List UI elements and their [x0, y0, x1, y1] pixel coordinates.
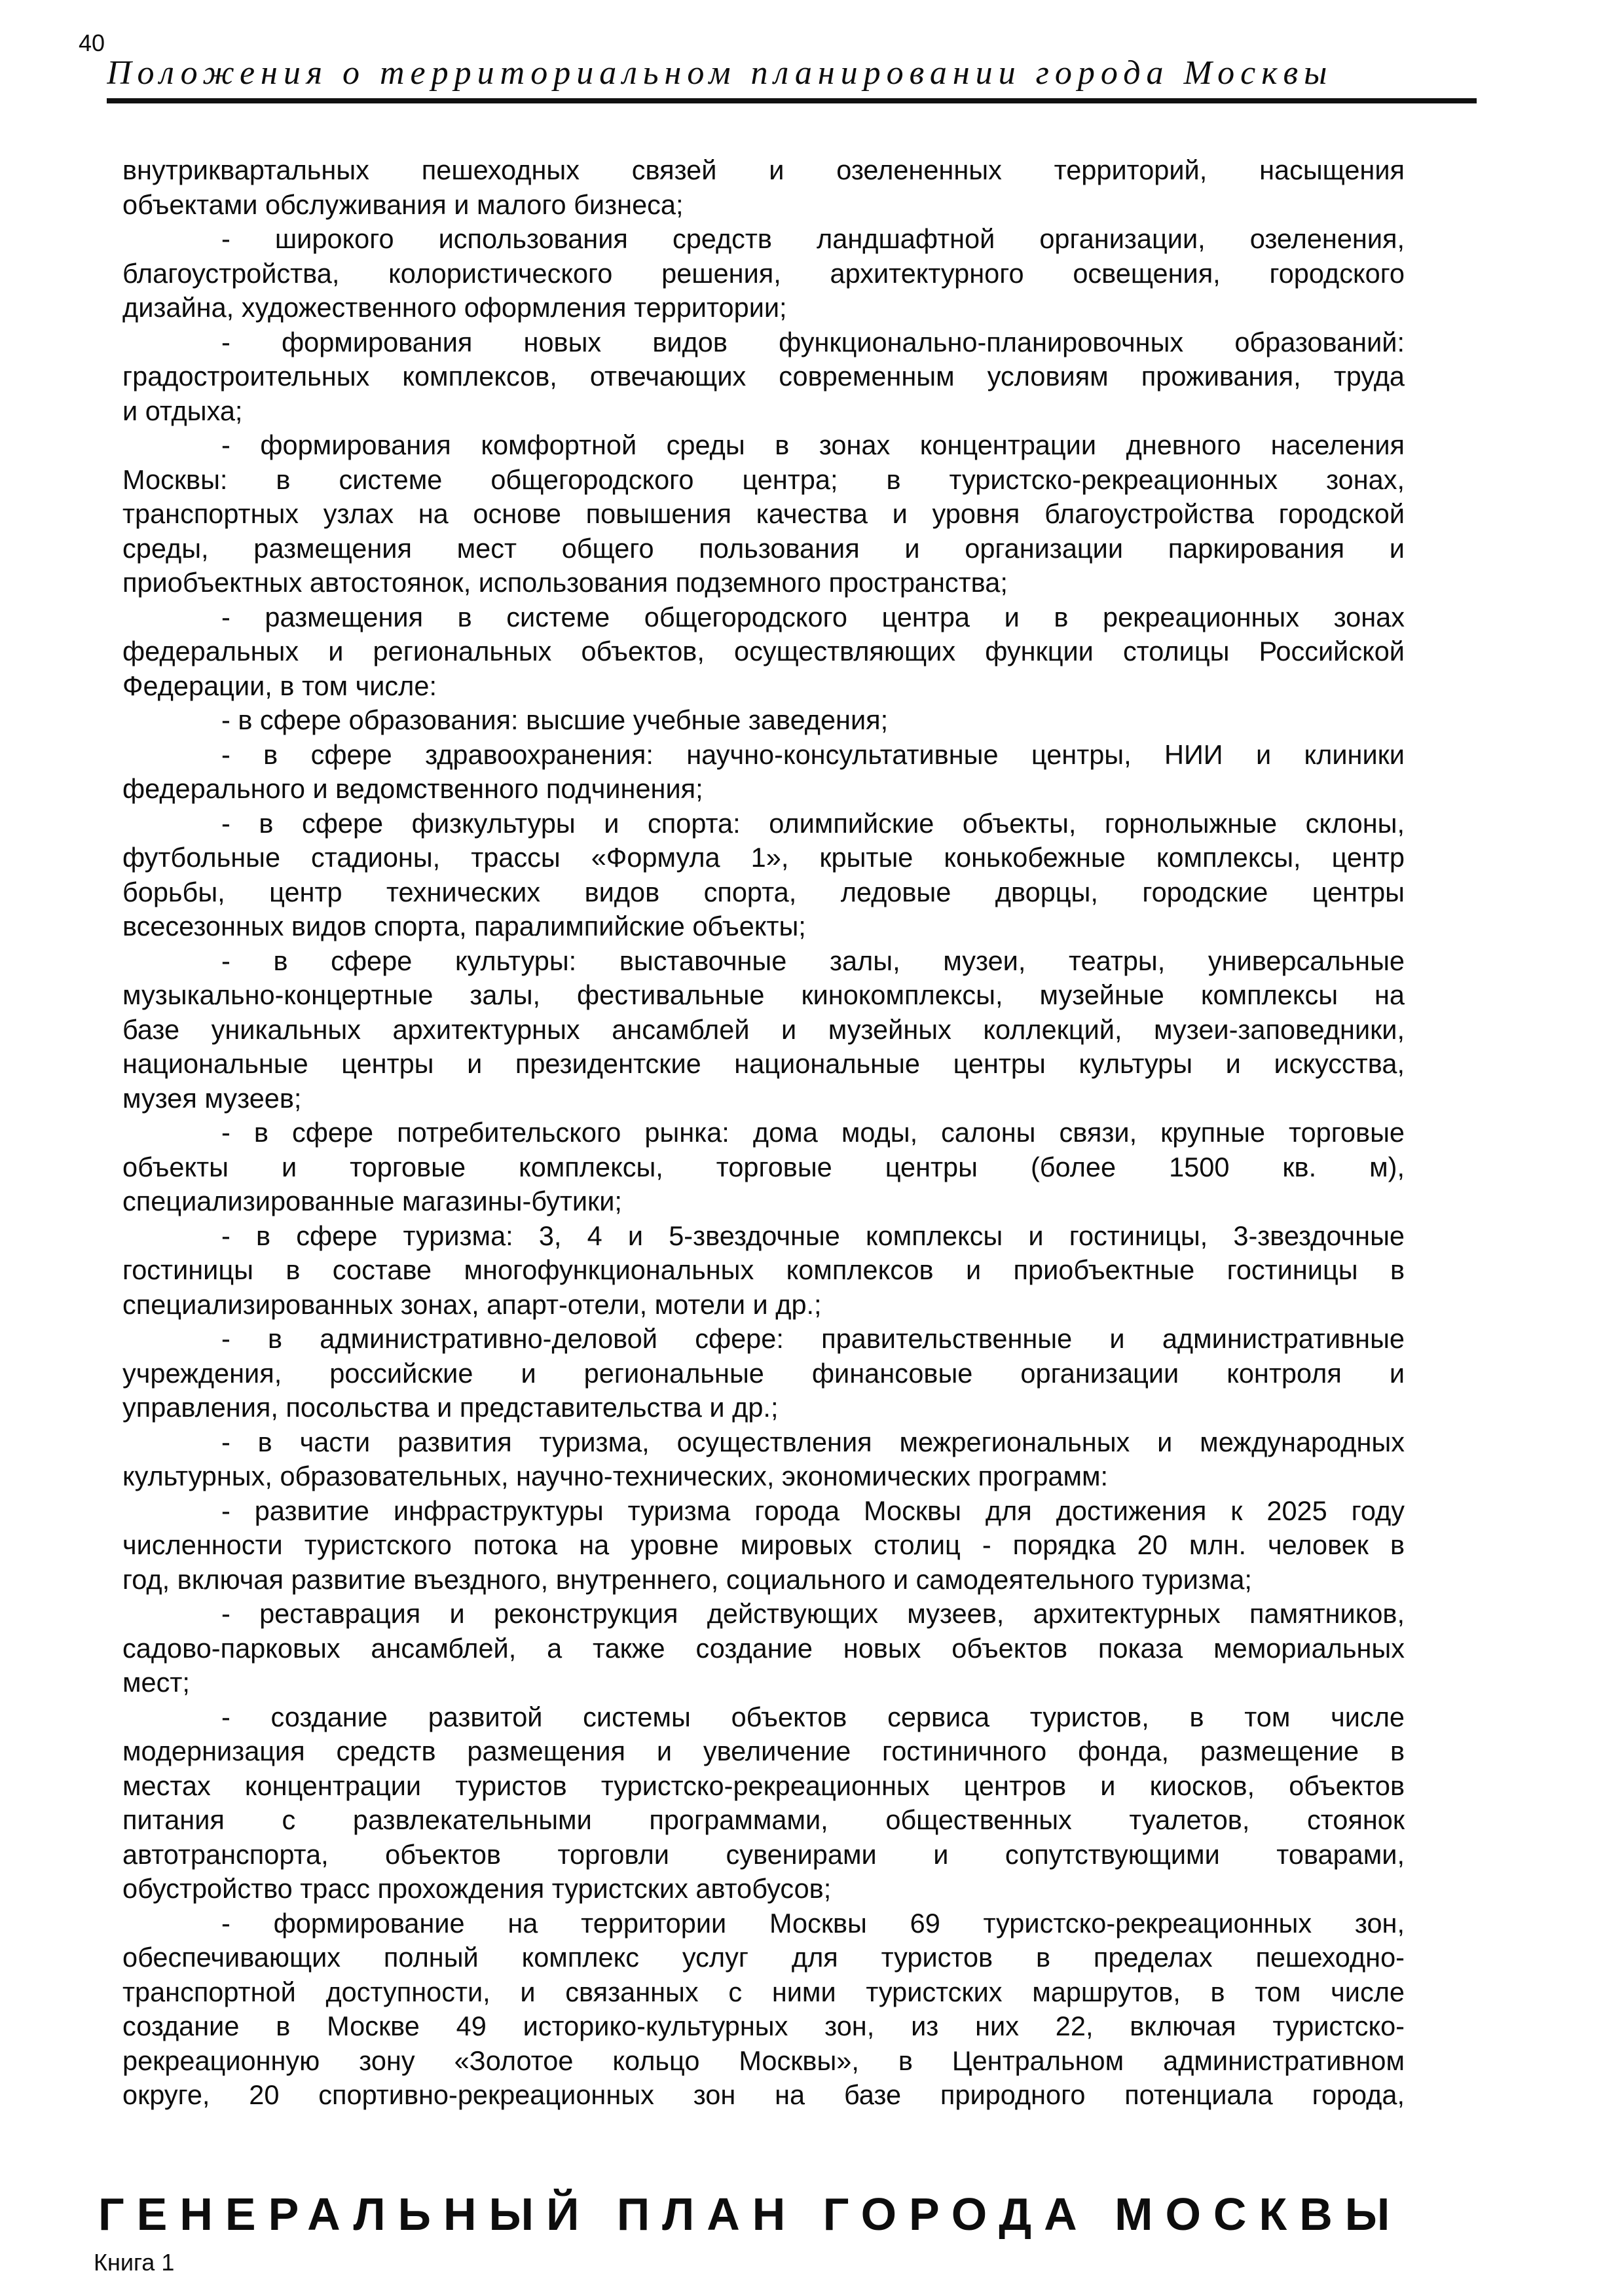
text-line: автотранспорта, объектов торговли сувенирами и сопутствующими товарами,: [122, 1838, 1405, 1870]
text-line: садово-парковых ансамблей, а также создание новых объектов показа мемориальных: [122, 1632, 1405, 1664]
text-line: приобъектных автостоянок, использования подземного пространства;: [122, 567, 1008, 598]
text-line: - в сфере потребительского рынка: дома моды, салоны связи, крупные торговые: [221, 1117, 1405, 1148]
header-rule: [107, 98, 1477, 103]
text-line: базе уникальных архитектурных ансамблей и музейных коллекций, музеи-заповедники,: [122, 1013, 1405, 1045]
text-line: внутриквартальных пешеходных связей и озелененных территорий, насыщения: [122, 155, 1405, 185]
text-line: федерального и ведомственного подчинения;: [122, 773, 703, 804]
text-line: - развитие инфраструктуры туризма города Москвы для достижения к 2025 году: [221, 1495, 1405, 1526]
text-line: модернизация средств размещения и увеличение гостиничного фонда, размещение в: [122, 1736, 1405, 1766]
book-label: Книга 1: [94, 2249, 175, 2276]
text-line: обеспечивающих полный комплекс услуг для туристов в пределах пешеходно-: [122, 1942, 1405, 1973]
running-header: Положения о территориальном планировании города Москвы: [107, 54, 1333, 92]
text-line: футбольные стадионы, трассы «Формула 1», крытые конькобежные комплексы, центр: [122, 842, 1405, 873]
text-line: - в сфере культуры: выставочные залы, музеи, театры, универсальные: [221, 945, 1405, 976]
text-line: федеральных и региональных объектов, осуществляющих функции столицы Российской: [122, 636, 1405, 666]
text-line: культурных, образовательных, научно-технических, экономических программ:: [122, 1461, 1109, 1491]
text-line: Москвы: в системе общегородского центра; в туристско-рекреационных зонах,: [122, 464, 1405, 495]
text-line: дизайна, художественного оформления территории;: [122, 292, 787, 323]
text-line: - формирование на территории Москвы 69 туристско-рекреационных зон,: [221, 1907, 1405, 1939]
text-line: - широкого использования средств ландшафтной организации, озеленения,: [221, 223, 1405, 254]
text-line: округе, 20 спортивно-рекреационных зон на базе природного потенциала города,: [122, 2079, 1405, 2110]
text-line: учреждения, российские и региональные финансовые организации контроля и: [122, 1357, 1405, 1389]
text-line: специализированных зонах, апарт-отели, мотели и др.;: [122, 1288, 822, 1320]
text-line: Федерации, в том числе:: [122, 670, 437, 701]
text-line: создание в Москве 49 историко-культурных зон, из них 22, включая туристско-: [122, 2011, 1405, 2041]
text-line: среды, размещения мест общего пользования и организации паркирования и: [122, 532, 1405, 564]
text-line: питания с развлекательными программами, общественных туалетов, стоянок: [122, 1804, 1405, 1835]
text-line: транспортной доступности, и связанных с ними туристских маршрутов, в том числе: [122, 1976, 1405, 2007]
text-line: и отдыха;: [122, 395, 243, 426]
text-line: - в сфере физкультуры и спорта: олимпийские объекты, горнолыжные склоны,: [221, 807, 1405, 839]
text-line: - формирования новых видов функционально-планировочных образований:: [221, 326, 1405, 357]
text-line: - в сфере здравоохранения: научно-консультативные центры, НИИ и клиники: [221, 738, 1405, 770]
text-line: гостиницы в составе многофункциональных комплексов и приобъектные гостиницы в: [122, 1254, 1405, 1285]
text-line: объектами обслуживания и малого бизнеса;: [122, 189, 684, 220]
text-line: - в административно-деловой сфере: правительственные и административные: [221, 1323, 1405, 1354]
text-line: местах концентрации туристов туристско-рекреационных центров и киосков, объектов: [122, 1770, 1405, 1801]
text-line: - в сфере туризма: 3, 4 и 5-звездочные комплексы и гостиницы, 3-звездочные: [221, 1220, 1405, 1251]
text-line: - размещения в системе общегородского центра и в рекреационных зонах: [221, 601, 1405, 632]
text-line: - в сфере образования: высшие учебные заведения;: [221, 704, 889, 735]
text-line: - в части развития туризма, осуществления межрегиональных и международных: [221, 1426, 1405, 1457]
text-line: численности туристского потока на уровне мировых столиц - порядка 20 млн. человек в: [122, 1529, 1405, 1560]
text-line: всесезонных видов спорта, паралимпийские объекты;: [122, 911, 806, 941]
text-line: - формирования комфортной среды в зонах концентрации дневного населения: [221, 429, 1405, 460]
text-line: рекреационную зону «Золотое кольцо Москвы», в Центральном административном: [122, 2045, 1405, 2076]
text-line: борьбы, центр технических видов спорта, ледовые дворцы, городские центры: [122, 876, 1405, 907]
text-line: национальные центры и президентские национальные центры культуры и искусства,: [122, 1048, 1405, 1079]
footer-title: ГЕНЕРАЛЬНЫЙ ПЛАН ГОРОДА МОСКВЫ: [98, 2189, 1403, 2240]
page-number: 40: [79, 29, 105, 56]
text-line: обустройство трасс прохождения туристских автобусов;: [122, 1873, 832, 1904]
text-line: градостроительных комплексов, отвечающих современным условиям проживания, труда: [122, 361, 1405, 392]
text-line: год, включая развитие въездного, внутреннего, социального и самодеятельного туризма;: [122, 1563, 1252, 1595]
text-line: музыкально-концертные залы, фестивальные кинокомплексы, музейные комплексы на: [122, 979, 1405, 1010]
text-line: - создание развитой системы объектов сервиса туристов, в том числе: [221, 1701, 1405, 1732]
text-line: музея музеев;: [122, 1082, 302, 1114]
text-line: - реставрация и реконструкция действующих музеев, архитектурных памятников,: [221, 1598, 1405, 1629]
text-line: благоустройства, колористического решения, архитектурного освещения, городского: [122, 257, 1405, 289]
body-text: [122, 153, 1405, 2113]
text-line: транспортных узлах на основе повышения качества и уровня благоустройства городской: [122, 498, 1405, 529]
text-line: управления, посольства и представительства и др.;: [122, 1392, 779, 1423]
text-line: мест;: [122, 1667, 190, 1698]
text-line: специализированные магазины-бутики;: [122, 1186, 622, 1216]
text-line: объекты и торговые комплексы, торговые центры (более 1500 кв. м),: [122, 1151, 1405, 1182]
